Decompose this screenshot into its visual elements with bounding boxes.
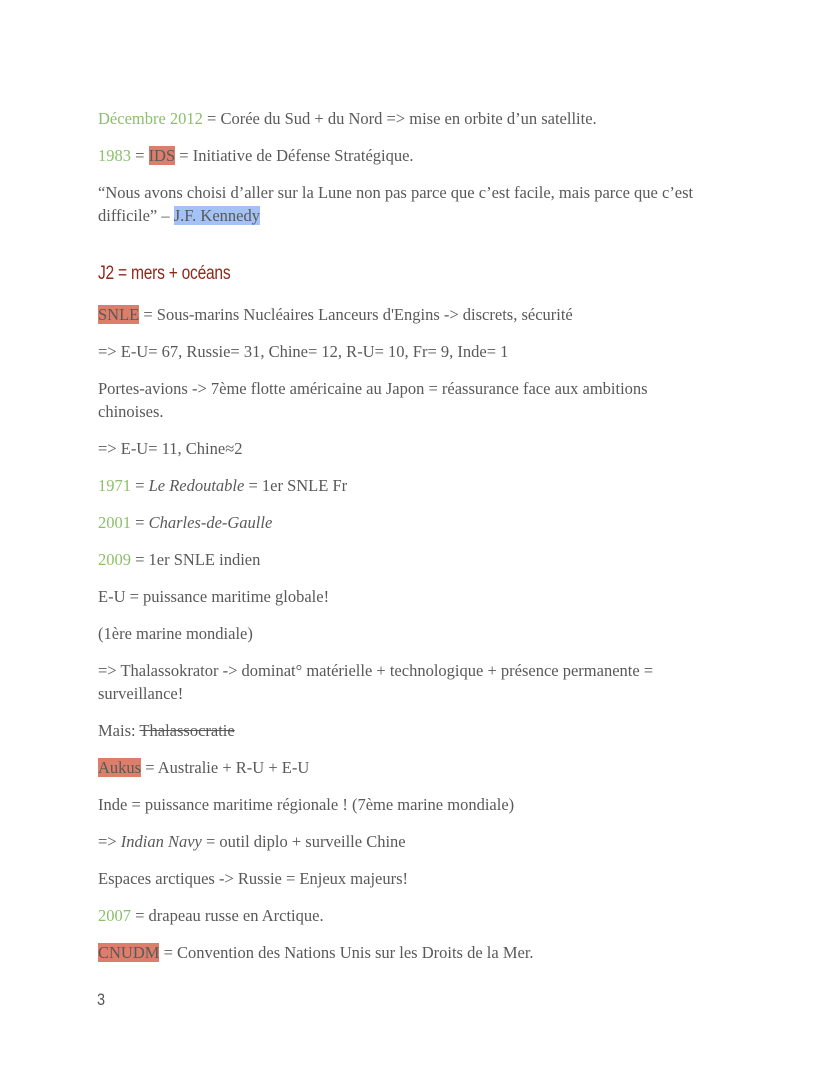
text-segment: = Australie + R-U + E-U (141, 758, 310, 777)
paragraph (98, 659, 748, 705)
paragraph (98, 548, 748, 571)
text-segment: = drapeau russe en Arctique. (131, 906, 324, 925)
italic-text: Le Redoutable (148, 476, 245, 495)
paragraph (98, 756, 748, 779)
paragraph (98, 340, 748, 363)
text-segment: => Thalassokrator -> dominat° matérielle + technologique + présence permanente = (98, 661, 654, 680)
paragraph (98, 511, 748, 534)
highlighted-term: SNLE (98, 305, 140, 324)
date-text: 2009 (98, 550, 131, 569)
text-segment: surveillance! (98, 684, 184, 703)
paragraph (98, 303, 748, 326)
text-segment: = (131, 513, 149, 532)
paragraph (98, 181, 748, 227)
italic-text: Charles-de-Gaulle (148, 513, 273, 532)
date-text: 1971 (98, 476, 131, 495)
paragraph (98, 867, 748, 890)
text-segment: Espaces arctiques -> Russie = Enjeux majeurs! (98, 869, 409, 888)
text-segment: => E-U= 11, Chine≈2 (98, 439, 243, 458)
text-segment: = Convention des Nations Unis sur les Droits de la Mer. (159, 943, 534, 962)
paragraph (98, 793, 748, 816)
italic-text: Indian Navy (120, 832, 202, 851)
highlighted-term: IDS (148, 146, 176, 165)
paragraph (98, 904, 748, 927)
paragraph (98, 585, 748, 608)
text-segment: = Initiative de Défense Stratégique. (175, 146, 414, 165)
text-segment: = (131, 146, 149, 165)
highlighted-term: Aukus (98, 758, 142, 777)
text-segment: Portes-avions -> 7ème flotte américaine au Japon = réassurance face aux ambitions (98, 379, 648, 398)
text-segment: => E-U= 67, Russie= 31, Chine= 12, R-U= 10, Fr= 9, Inde= 1 (98, 342, 509, 361)
document-body (98, 107, 748, 978)
date-text: 1983 (98, 146, 131, 165)
page-number: 3 (97, 990, 106, 1009)
text-segment: difficile” – (98, 206, 174, 225)
highlighted-author: J.F. Kennedy (173, 206, 260, 225)
text-segment: Inde = puissance maritime régionale ! (7ème marine mondiale) (98, 795, 515, 814)
date-text: 2007 (98, 906, 131, 925)
paragraph (98, 437, 748, 460)
text-segment: chinoises. (98, 402, 164, 421)
paragraph (98, 474, 748, 497)
text-segment: = (131, 476, 149, 495)
date-text: Décembre 2012 (98, 109, 203, 128)
text-segment: = 1er SNLE indien (131, 550, 261, 569)
text-segment: = outil diplo + surveille Chine (201, 832, 406, 851)
strikethrough-text: Thalassocratie (139, 721, 235, 740)
text-segment: = Sous-marins Nucléaires Lanceurs d'Engins -> discrets, sécurité (139, 305, 573, 324)
text-segment: J2 = mers + océans (98, 263, 231, 284)
paragraph (98, 144, 748, 167)
paragraph (98, 622, 748, 645)
paragraph (98, 830, 748, 853)
text-segment: (1ère marine mondiale) (98, 624, 253, 643)
text-segment: => (98, 832, 121, 851)
text-segment: Mais: (98, 721, 140, 740)
paragraph (98, 719, 748, 742)
text-segment: “Nous avons choisi d’aller sur la Lune non pas parce que c’est facile, mais parce que c’est (98, 183, 694, 202)
text-segment: = Corée du Sud + du Nord => mise en orbite d’un satellite. (202, 109, 597, 128)
paragraph (98, 941, 748, 964)
date-text: 2001 (98, 513, 131, 532)
paragraph (98, 377, 748, 423)
section-heading (98, 261, 631, 287)
text-segment: E-U = puissance maritime globale! (98, 587, 330, 606)
paragraph (98, 107, 748, 130)
text-segment: = 1er SNLE Fr (244, 476, 348, 495)
highlighted-term: CNUDM (98, 943, 160, 962)
